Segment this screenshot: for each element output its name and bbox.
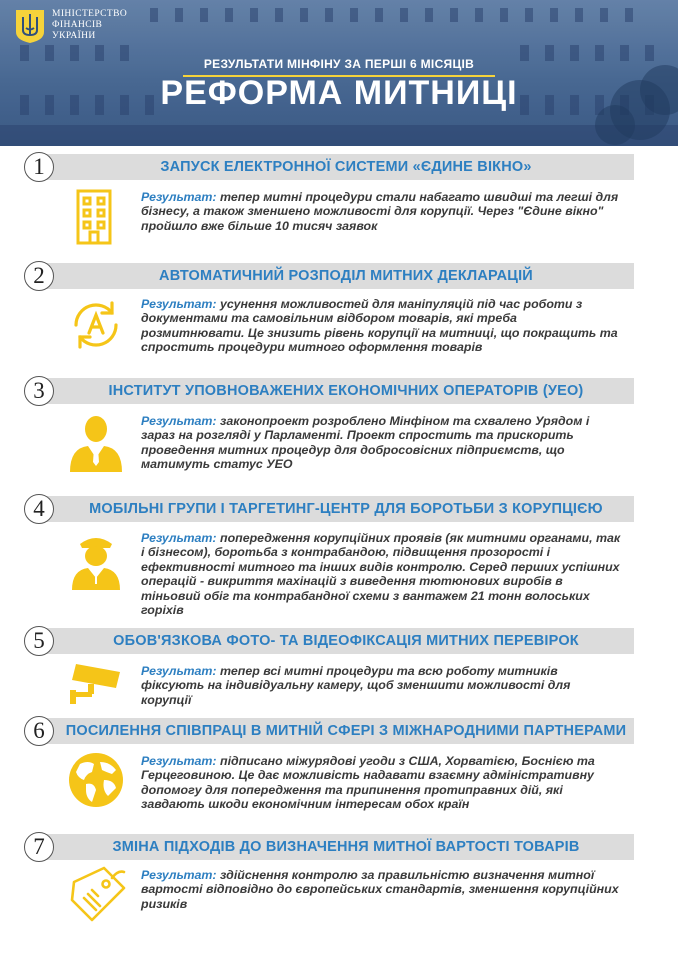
result-text: підписано міжурядові угоди з США, Хорватією, Боснією та Герцеговиною. Це дає можливість надавати взаємну адміністративну допомогу для попередження та припинення протиправних дій, які завдають шкоди економічним інтересам обох країн [141,754,595,812]
result-label: Результат: [141,531,217,545]
section-result [141,664,623,707]
header-banner [0,0,678,146]
section-result [141,297,623,355]
result-label: Результат: [141,754,217,768]
result-label: Результат: [141,190,217,204]
camera-icon [66,660,126,704]
section-number: 1 [24,152,54,182]
section-result [141,531,623,617]
result-text: здійснення контролю за правильністю визначення митної вартості відповідно до європейських стандартів, зменшення корупційних ризиків [141,868,619,911]
section-heading: МОБІЛЬНІ ГРУПИ І ТАРГЕТИНГ-ЦЕНТР ДЛЯ БОРОТЬБИ З КОРУПЦІЄЮ [42,496,634,522]
result-label: Результат: [141,297,217,311]
section-heading: АВТОМАТИЧНИЙ РОЗПОДІЛ МИТНИХ ДЕКЛАРАЦІЙ [42,263,634,289]
officer-icon [66,530,126,592]
section-number: 6 [24,716,54,746]
result-text: тепер митні процедури стали набагато швидші та легші для бізнесу, а також зменшено можливості для корупції. Через "Єдине вікно" пройшло вже більше 10 тисяч заявок [141,190,619,233]
logo-line-2: ФІНАНСІВ [52,20,103,30]
section-heading: ІНСТИТУТ УПОВНОВАЖЕНИХ ЕКОНОМІЧНИХ ОПЕРАТОРІВ (УЕО) [42,378,634,404]
section-number: 5 [24,626,54,656]
businessman-icon [66,412,126,474]
section-result [141,868,623,911]
section-heading: ОБОВ'ЯЗКОВА ФОТО- ТА ВІДЕОФІКСАЦІЯ МИТНИХ ПЕРЕВІРОК [42,628,634,654]
price-tag-icon [66,864,128,926]
page-title: РЕФОРМА МИТНИЦІ [160,74,518,112]
section-heading: ЗМІНА ПІДХОДІВ ДО ВИЗНАЧЕННЯ МИТНОЇ ВАРТОСТІ ТОВАРІВ [42,834,634,860]
section-result [141,190,623,233]
result-label: Результат: [141,868,217,882]
section-number: 2 [24,261,54,291]
logo-line-1: МІНІСТЕРСТВО [52,9,128,19]
result-label: Результат: [141,414,217,428]
result-label: Результат: [141,664,217,678]
section-heading: ЗАПУСК ЕЛЕКТРОННОЇ СИСТЕМИ «ЄДИНЕ ВІКНО» [42,154,634,180]
section-number: 4 [24,494,54,524]
page-subtitle: РЕЗУЛЬТАТИ МІНФІНУ ЗА ПЕРШІ 6 МІСЯЦІВ [203,57,475,71]
ministry-logo [14,8,127,44]
section-heading: ПОСИЛЕННЯ СПІВПРАЦІ В МИТНІЙ СФЕРІ З МІЖНАРОДНИМИ ПАРТНЕРАМИ [42,718,634,744]
section-result [141,414,623,472]
building-icon [66,188,122,248]
section-number: 7 [24,832,54,862]
trident-emblem-icon [14,8,46,44]
result-text: законопроект розроблено Мінфіном та схвалено Урядом і зараз на розгляді у Парламенті. Проект спростить та прискорить проведення митних процедур для добросовісних підприємств, що матимуть статус УЕО [141,414,590,472]
section-result [141,754,623,812]
result-text: усунення можливостей для маніпуляцій під час роботи з документами та самовільним відбором товарів, які треба розмитнювати. Це знизить рівень корупції на митниці, що покращить та спростить процедури митного оформлення товарів [141,297,618,355]
auto-refresh-icon [66,295,126,355]
globe-icon [66,750,126,810]
logo-line-3: УКРАЇНИ [52,31,96,41]
result-text: тепер всі митні процедури та всю роботу митників фіксують на індивідуальну камеру, щоб зменшити можливості для корупції [141,664,571,707]
section-number: 3 [24,376,54,406]
result-text: попередження корупційних проявів (як митними органами, так і бізнесом), боротьба з контрабандою, підвищення прозорості і ефективності митного та інших видів контролю. Серед перших успішних операцій - викриття махінацій з виведення тютюнових виробів в тіньовий обіг та контрабандної схеми з вантажем 21 тонн волоських горіхів [141,531,621,618]
